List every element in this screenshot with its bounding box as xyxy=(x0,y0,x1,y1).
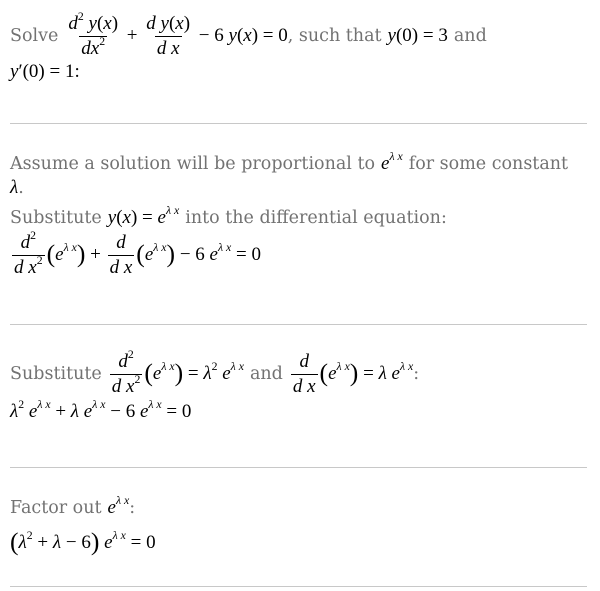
step-2-line-4 xyxy=(10,229,568,278)
initial-condition-yprime0: y′(0) = 1: xyxy=(10,60,80,82)
step-2-line-3 xyxy=(10,204,568,229)
step-3-line-1: Substitute $\frac{d^2}{d x^2}$ $(e^{\lambda x}) = \lambda^2$ $e^{\lambda x}$ and $\frac{d}{\text{d x}}$ $(e^{\lambda x}) = \lambda$ $e^{\lambda x}$ : xyxy=(10,348,420,397)
step-2-line-1 xyxy=(10,150,569,175)
characteristic-form-equation: $\lambda^2$ $e^{\lambda x} + \lambda$ $e^{\lambda x} - 6$ $e^{\lambda x} = 0$ xyxy=(10,398,192,422)
ode-rhs: 0 xyxy=(278,24,288,46)
step-4 xyxy=(10,494,156,557)
step-3-line-2 xyxy=(10,398,419,423)
step-4-line-2 xyxy=(10,527,156,557)
exp-lambda-x: $e^{\lambda x}$ xyxy=(381,150,403,174)
factor-out-text: Factor out xyxy=(10,498,102,518)
substitution-expression: $y(x) = e^{\lambda x}$ xyxy=(107,204,180,228)
divider-2 xyxy=(10,324,587,325)
condition-text: , such that xyxy=(287,26,382,47)
substitute-text: Substitute xyxy=(10,208,102,228)
second-derivative-identity: $\frac{d^2}{d x^2}$ $(e^{\lambda x}) = \lambda^2$ $e^{\lambda x}$ xyxy=(111,348,244,397)
into-de-text: into the differential equation: xyxy=(185,208,447,228)
step-1-line-2 xyxy=(10,61,487,83)
first-derivative-fraction: $\frac{\text{d y(x)}}{\text{d x}}$ xyxy=(146,13,191,59)
divider-3 xyxy=(10,467,587,468)
substitute-derivatives-text: Substitute xyxy=(10,364,102,385)
initial-condition-y0: y(0) = 3 xyxy=(387,25,448,47)
ode-coefficient: 6 xyxy=(214,24,224,46)
and-text-2: and xyxy=(249,364,283,385)
divider-1 xyxy=(10,123,587,124)
second-derivative-fraction: $\frac{d^2 y(x)}{dx^2}$ xyxy=(68,10,119,59)
step-1-intro: Solve xyxy=(10,26,59,47)
first-derivative-identity: $\frac{d}{\text{d x}}$ $(e^{\lambda x}) = \lambda$ $e^{\lambda x}$ xyxy=(292,351,414,397)
divider-4 xyxy=(10,586,587,587)
factor-exp: $e^{\lambda x}$ xyxy=(107,494,130,518)
step-4-line-1: Factor out $e^{\lambda x}$ : xyxy=(10,494,136,518)
and-text: and xyxy=(453,26,487,47)
step-2-line-2: λ . xyxy=(10,177,24,198)
substituted-equation: $\frac{d^2}{d x^2}$ $(e^{\lambda x})$ + $\frac{d}{\text{d x}}$ $(e^{\lambda x}) - 6$ $e^{\lambda x} = 0$ xyxy=(14,229,261,278)
step-3 xyxy=(10,348,420,423)
step-1 xyxy=(10,10,487,83)
assume-text: Assume a solution will be proportional to xyxy=(10,154,376,174)
ode-equation: $\frac{d^2 y(x)}{dx^2}$ + $\frac{\text{d y(x)}}{\text{d x}}$ − 6 y(x) = 0 xyxy=(68,10,288,59)
factored-equation: $(\lambda^2 + \lambda - 6) e^{\lambda x} = 0$ xyxy=(10,527,156,556)
lambda-symbol: λ xyxy=(10,177,19,198)
for-some-constant-text: for some constant xyxy=(408,154,569,174)
step-2 xyxy=(10,150,569,278)
step-1-line-1 xyxy=(10,10,487,59)
